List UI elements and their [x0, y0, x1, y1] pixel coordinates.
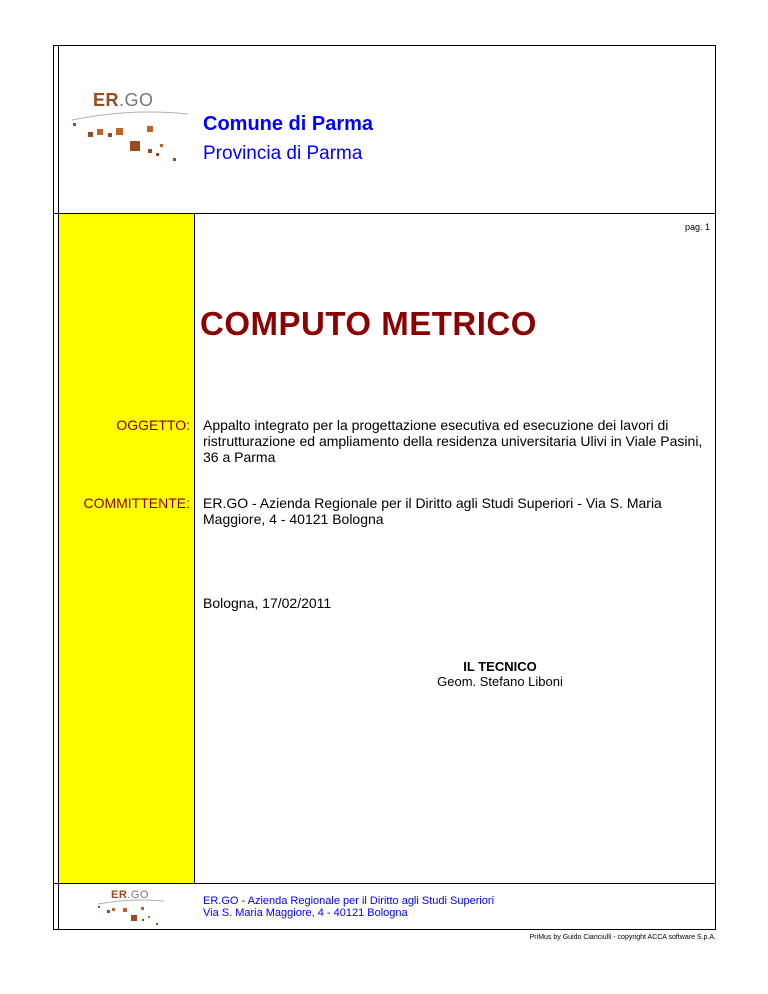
- footer-ergo-logo: [96, 889, 166, 929]
- document-title: COMPUTO METRICO: [200, 305, 537, 342]
- copyright-notice: PriMus by Guido Cianciulli - copyright ACCA software S.p.A.: [529, 934, 716, 941]
- footer-line-1: ER.GO - Azienda Regionale per il Diritto agli Studi Superiori: [203, 895, 495, 907]
- logo-suffix: .GO: [119, 90, 154, 110]
- footer-separator: [53, 883, 716, 884]
- oggetto-value: Appalto integrato per la progettazione esecutiva ed esecuzione dei lavori di ristrutturazione ed ampliamento della residenza universitaria Ulivi in Viale Pasini, 36 a Parma: [203, 417, 703, 465]
- place-date: Bologna, 17/02/2011: [203, 595, 332, 611]
- page-number: pag. 1: [684, 222, 710, 232]
- logo-mark-icon: [70, 90, 190, 170]
- logo-brand: ER: [93, 90, 120, 110]
- label-column: [59, 214, 195, 883]
- committente-value: ER.GO - Azienda Regionale per il Diritto agli Studi Superiori - Via S. Maria Maggiore, 4 - 40121 Bologna: [203, 495, 662, 527]
- footer-address: [203, 895, 494, 919]
- footer-logo-suffix: .GO: [127, 889, 149, 901]
- ergo-logo: [70, 90, 190, 170]
- signature-block: [420, 659, 580, 689]
- committente-label: COMMITTENTE:: [83, 495, 190, 511]
- oggetto-label: OGGETTO:: [116, 417, 190, 433]
- footer-logo-brand: ER: [111, 889, 128, 901]
- comune-title: Comune di Parma: [203, 113, 374, 135]
- footer-line-2: Via S. Maria Maggiore, 4 - 40121 Bologna: [203, 907, 408, 919]
- provincia-subtitle: Provincia di Parma: [203, 143, 363, 164]
- signature-name: Geom. Stefano Liboni: [437, 674, 563, 689]
- footer-logo-mark-icon: [96, 889, 166, 929]
- signature-role: IL TECNICO: [463, 659, 537, 674]
